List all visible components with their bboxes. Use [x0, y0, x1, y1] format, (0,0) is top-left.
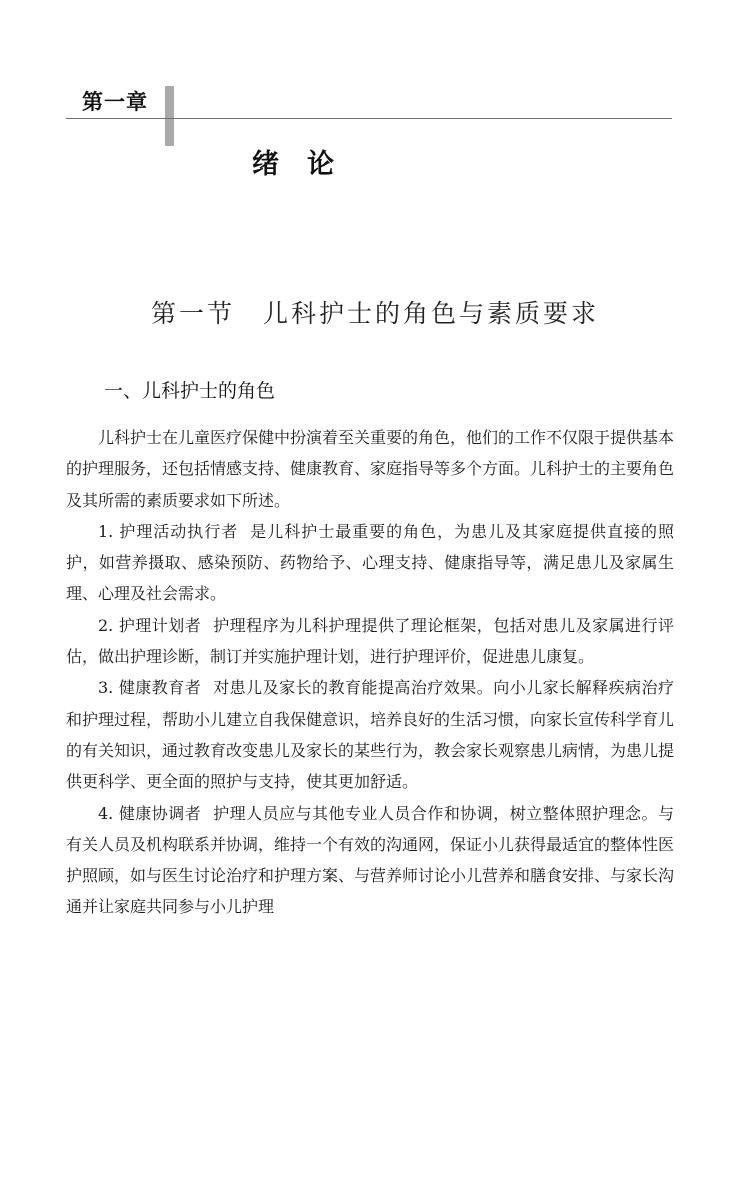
item-text: 护理人员应与其他专业人员合作和协调，树立整体照护理念。与有关人员及机构联系并协调，维持一个有效的沟通网，保证小儿获得最适宜的整体性医护照顾，如与医生讨论治疗和护理方案、与营养师讨论小儿营养和膳食安排、与家长沟通并让家庭共同参与小儿护理: [66, 803, 675, 917]
item-text: 护理程序为儿科护理提供了理论框架，包括对患儿及家属进行评估，做出护理诊断，制订并实施护理计划，进行护理评价，促进患儿康复。: [66, 615, 674, 667]
item-heading: 1. 护理活动执行者: [98, 521, 239, 541]
paragraph-item-2: [66, 610, 674, 673]
paragraph-item-4: [66, 798, 674, 923]
item-heading: 3. 健康教育者: [98, 678, 202, 698]
chapter-divider: [66, 118, 672, 119]
chapter-label: 第一章: [82, 90, 148, 114]
chapter-marker-bar: [165, 86, 174, 146]
item-heading: 2. 护理计划者: [98, 615, 202, 635]
subsection-title: 一、儿科护士的角色: [104, 380, 276, 402]
item-text: 是儿科护士最重要的角色，为患儿及其家庭提供直接的照护，如营养摄取、感染预防、药物给予、心理支持、健康指导等，满足患儿及家属生理、心理及社会需求。: [66, 521, 674, 604]
item-text: 对患儿及家长的教育能提高治疗效果。向小儿家长解释疾病治疗和护理过程，帮助小儿建立自我保健意识，培养良好的生活习惯，向家长宣传科学育儿的有关知识，通过教育改变患儿及家长的某些行为，教会家长观察患儿病情，为患儿提供更科学、更全面的照护与支持，使其更加舒适。: [66, 678, 675, 792]
body-text: [66, 422, 674, 923]
paragraph-item-3: [66, 672, 674, 797]
paragraph-item-1: [66, 516, 674, 610]
section-title: 第一节 儿科护士的角色与素质要求: [150, 299, 599, 328]
item-heading: 4. 健康协调者: [98, 803, 202, 823]
chapter-title: 绪论: [252, 149, 362, 180]
paragraph-intro: 儿科护士在儿童医疗保健中扮演着至关重要的角色，他们的工作不仅限于提供基本的护理服务，还包括情感支持、健康教育、家庭指导等多个方面。儿科护士的主要角色及其所需的素质要求如下所述。: [66, 428, 675, 510]
